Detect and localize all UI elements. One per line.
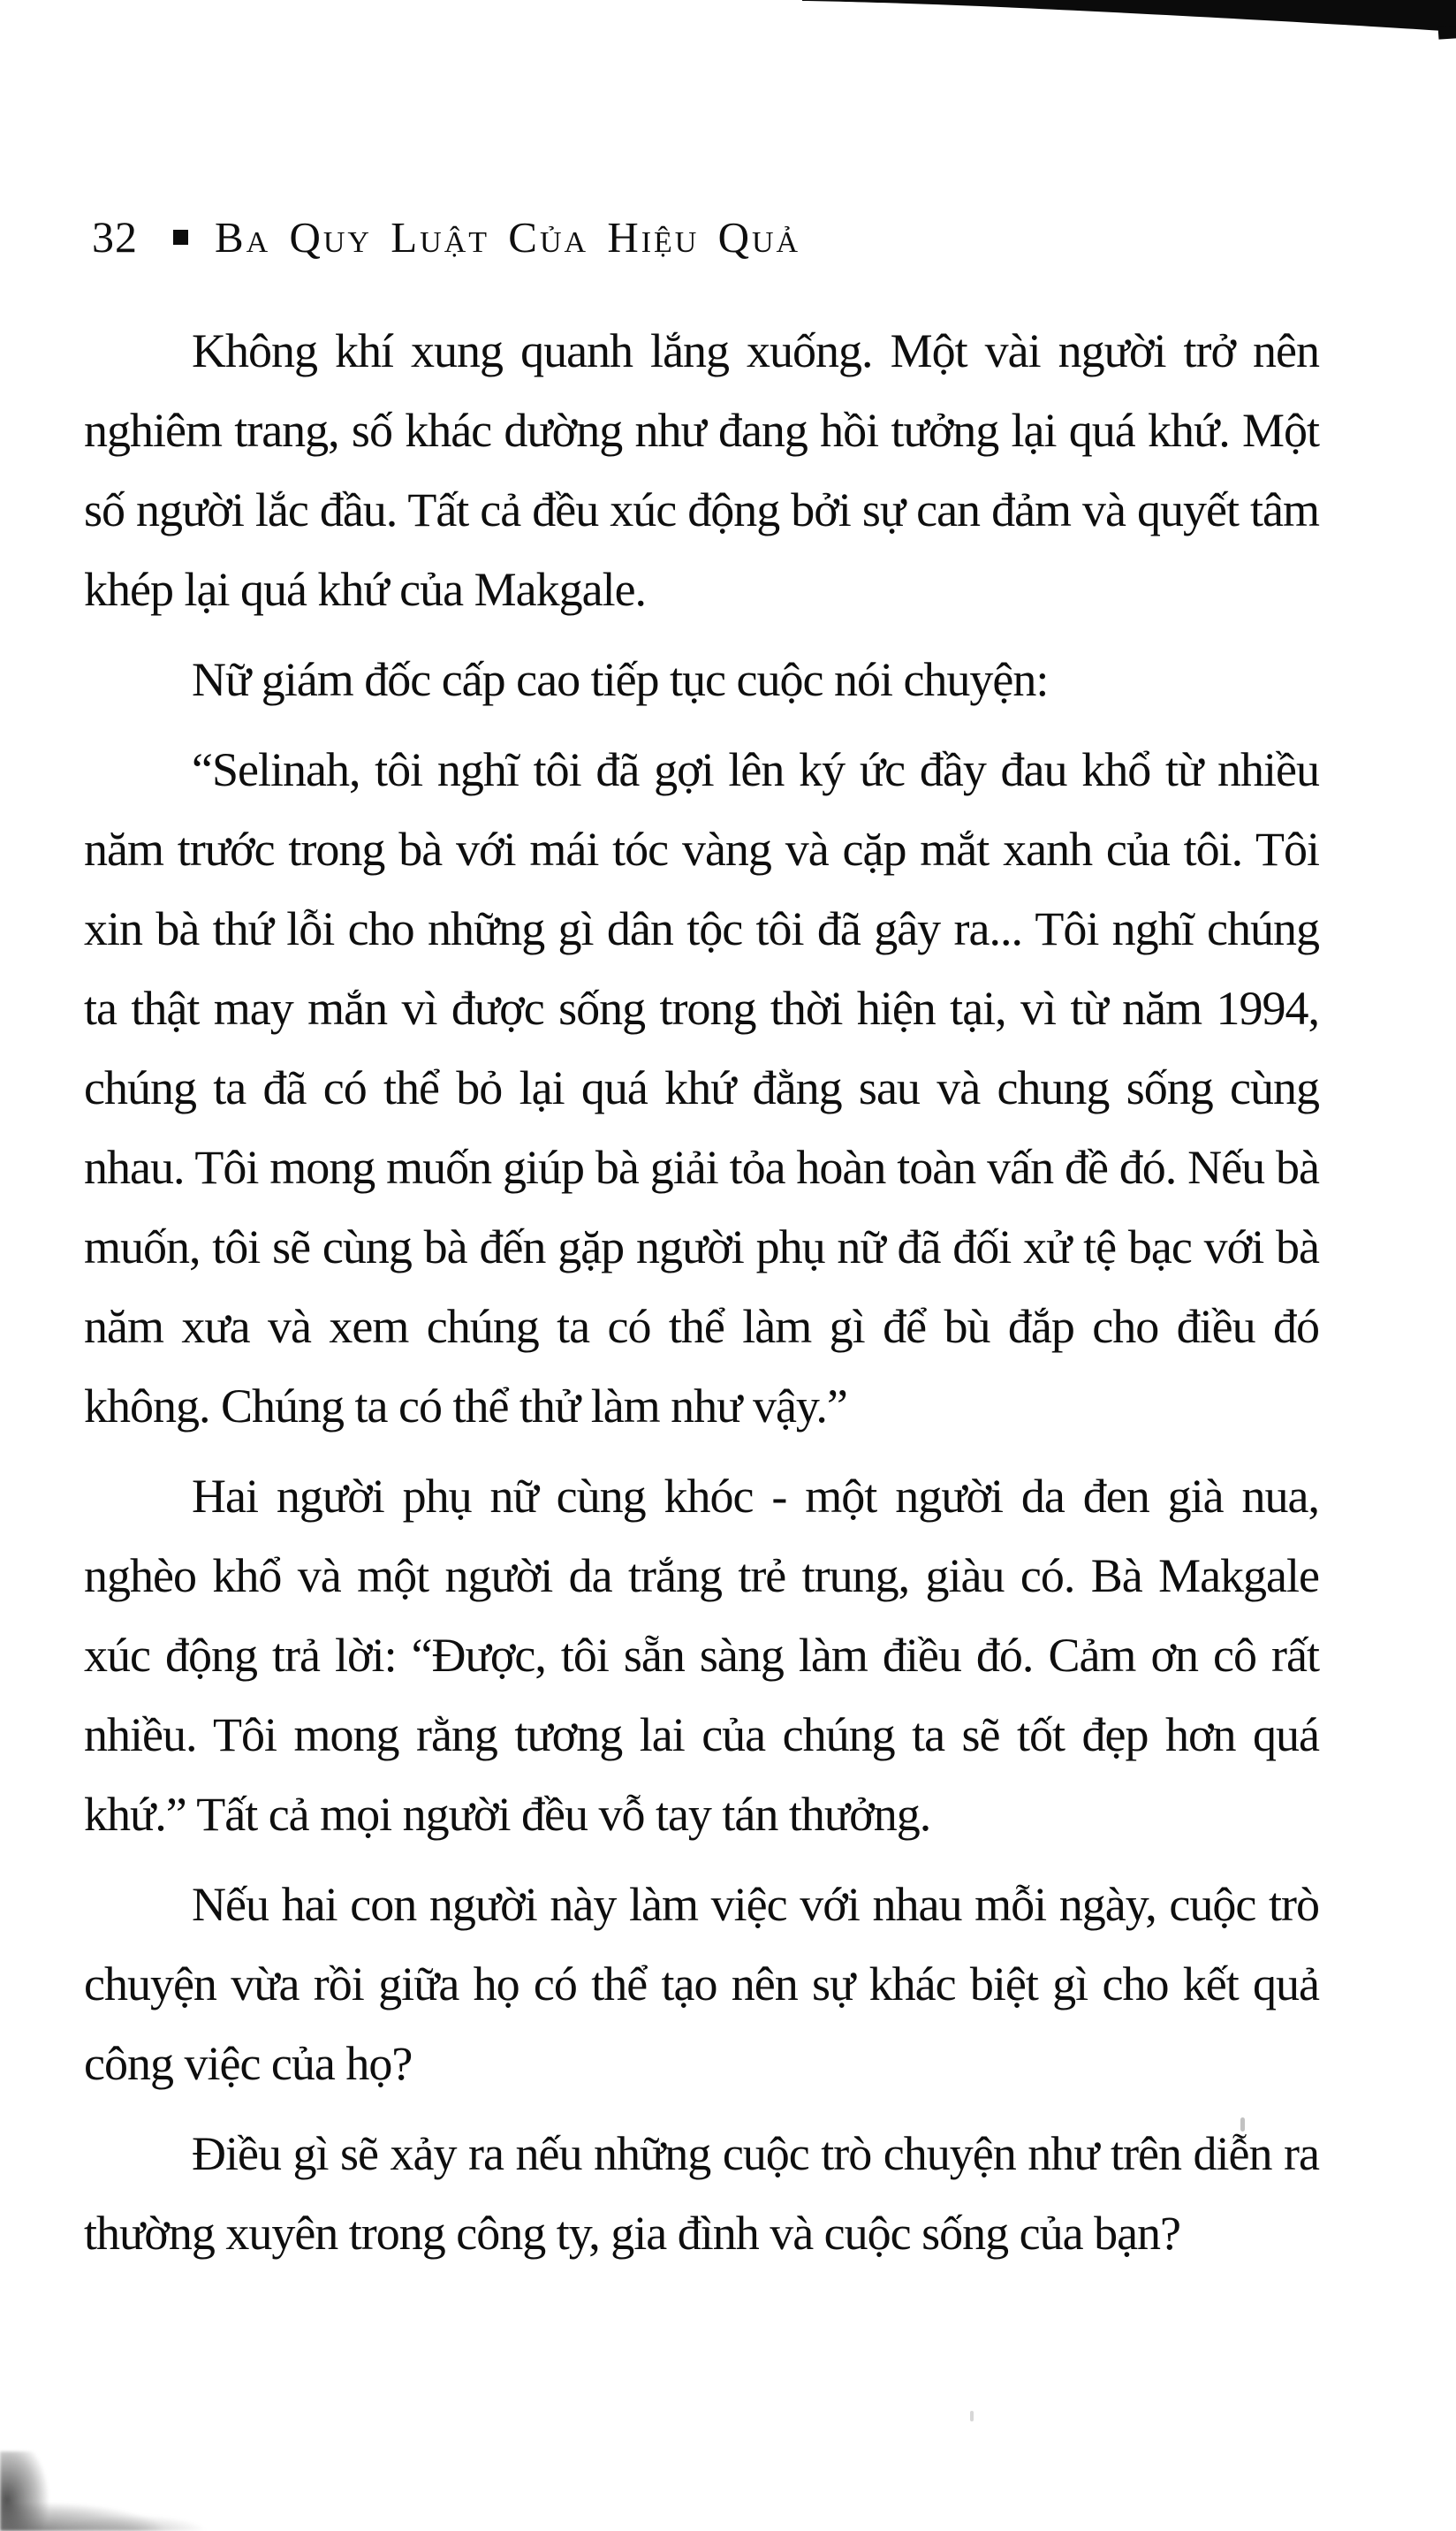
paragraph: Nữ giám đốc cấp cao tiếp tục cuộc nói chuyện: <box>192 653 1049 706</box>
scan-artifact-top-edge <box>0 0 1456 53</box>
paragraph: Nếu hai con người này làm việc với nhau mỗi ngày, cuộc trò chuyện vừa rồi giữa họ có thể tạo nên sự khác biệt gì cho kết quả công việc của họ? <box>84 1878 1319 2090</box>
paragraph: “Selinah, tôi nghĩ tôi đã gợi lên ký ức đầy đau khổ từ nhiều năm trước trong bà với mái tóc vàng và cặp mắt xanh của tôi. Tôi xin bà thứ lỗi cho những gì dân tộc tôi đã gây ra... Tôi nghĩ chúng ta thật may mắn vì được sống trong thời hiện tại, vì từ năm 1994, chúng ta đã có thể bỏ lại quá khứ đằng sau và chung sống cùng nhau. Tôi mong muốn giúp bà giải tỏa hoàn toàn vấn đề đó. Nếu bà muốn, tôi sẽ cùng bà đến gặp người phụ nữ đã đối xử tệ bạc với bà năm xưa và xem chúng ta có thể làm gì để bù đắp cho điều đó không. Chúng ta có thể thử làm như vậy.” <box>84 743 1319 1433</box>
body-text <box>84 311 1319 2284</box>
running-head <box>92 212 801 262</box>
scan-speck <box>1240 2117 1245 2132</box>
square-bullet-icon <box>173 230 188 245</box>
paragraph: Hai người phụ nữ cùng khóc - một người da đen già nua, nghèo khổ và một người da trắng trẻ trung, giàu có. Bà Makgale xúc động trả lời: “Được, tôi sẵn sàng làm điều đó. Cảm ơn cô rất nhiều. Tôi mong rằng tương lai của chúng ta sẽ tốt đẹp hơn quá khứ.” Tất cả mọi người đều vỗ tay tán thưởng. <box>84 1470 1319 1841</box>
paragraph: Không khí xung quanh lắng xuống. Một vài người trở nên nghiêm trang, số khác dường như đang hồi tưởng lại quá khứ. Một số người lắc đầu. Tất cả đều xúc động bởi sự can đảm và quyết tâm khép lại quá khứ của Makgale. <box>84 324 1319 616</box>
paragraph: Điều gì sẽ xảy ra nếu những cuộc trò chuyện như trên diễn ra thường xuyên trong công ty, gia đình và cuộc sống của bạn? <box>84 2127 1319 2260</box>
scan-artifact-bottom-left-smudge <box>0 2451 239 2531</box>
book-title: Ba Quy Luật Của Hiệu Quả <box>215 212 801 262</box>
page-number: 32 <box>92 212 138 262</box>
scan-speck <box>970 2411 974 2421</box>
